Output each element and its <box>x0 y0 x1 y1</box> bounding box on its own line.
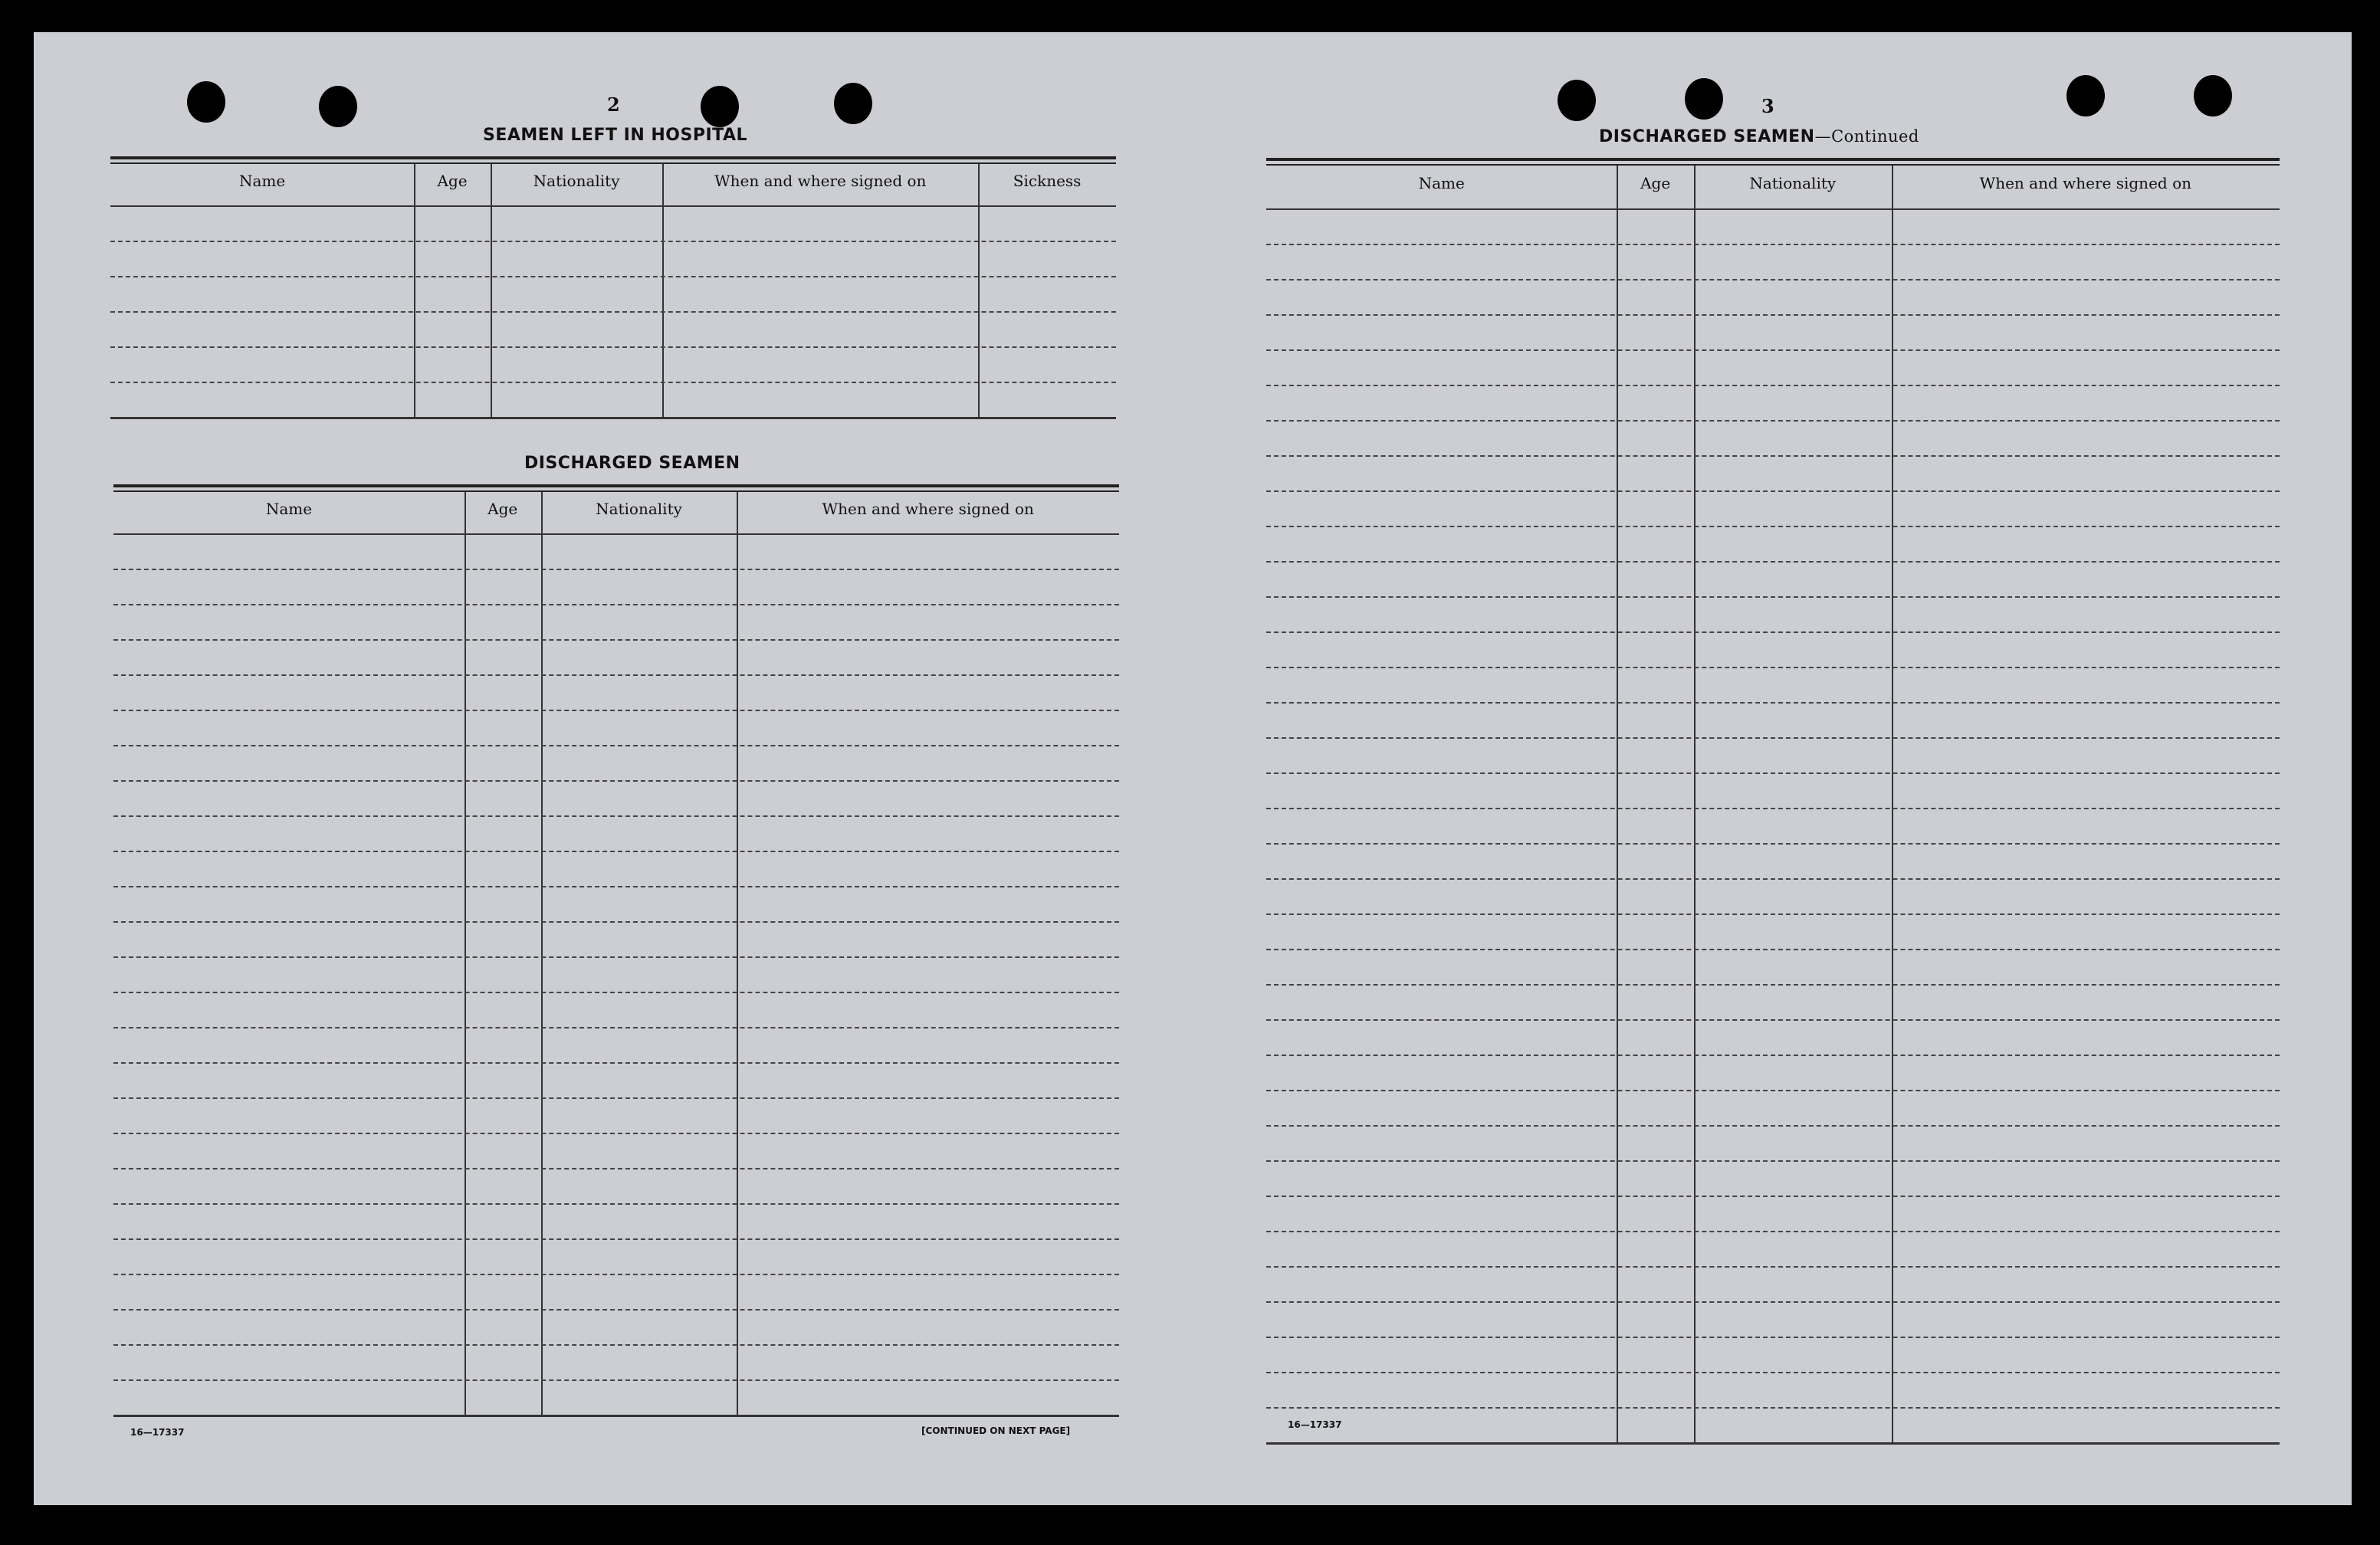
table-row[interactable] <box>113 1238 1119 1240</box>
column-divider <box>414 164 415 417</box>
table-row[interactable] <box>1266 561 2280 563</box>
table-row[interactable] <box>113 992 1119 993</box>
table-row[interactable] <box>110 241 1116 242</box>
table-row[interactable] <box>1266 349 2280 351</box>
table-row[interactable] <box>1266 526 2280 527</box>
column-header-age: Age <box>487 500 518 518</box>
table-row[interactable] <box>1266 385 2280 386</box>
table-row[interactable] <box>1266 490 2280 492</box>
column-header-nationality: Nationality <box>1749 174 1837 192</box>
punch-hole <box>187 81 225 123</box>
table-row[interactable] <box>113 851 1119 852</box>
page-number-left: 2 <box>607 93 620 116</box>
table-row[interactable] <box>113 745 1119 746</box>
column-header-nationality: Nationality <box>596 500 682 518</box>
table-row[interactable] <box>110 382 1116 383</box>
table-bottom-rule <box>110 417 1116 419</box>
column-divider <box>465 492 466 1415</box>
punch-hole <box>319 86 357 127</box>
table-row[interactable] <box>1266 772 2280 774</box>
table-row[interactable] <box>110 346 1116 348</box>
table-row[interactable] <box>1266 737 2280 739</box>
discharged-table-right <box>1266 158 2280 1447</box>
column-divider <box>491 164 492 417</box>
table-row[interactable] <box>1266 914 2280 915</box>
table-row[interactable] <box>113 921 1119 923</box>
form-code-left: 16—17337 <box>130 1427 185 1438</box>
table-row[interactable] <box>1266 878 2280 880</box>
table-row[interactable] <box>1266 420 2280 422</box>
punch-hole <box>1685 78 1723 120</box>
header-rule <box>113 533 1119 535</box>
discharged-continued-title-text: DISCHARGED SEAMEN <box>1599 127 1815 146</box>
table-row[interactable] <box>1266 314 2280 316</box>
table-row[interactable] <box>113 674 1119 676</box>
column-divider <box>541 492 543 1415</box>
continued-suffix: —Continued <box>1814 127 1919 146</box>
column-header-age: Age <box>1640 174 1671 192</box>
table-row[interactable] <box>1266 1372 2280 1373</box>
punch-hole <box>2066 75 2105 116</box>
table-row[interactable] <box>1266 596 2280 598</box>
table-top-rule <box>113 490 1119 492</box>
column-header-when-and-where-signed-on: When and where signed on <box>714 172 927 190</box>
table-top-rule <box>110 162 1116 164</box>
table-row[interactable] <box>1266 279 2280 280</box>
table-top-rule <box>1266 158 2280 161</box>
table-row[interactable] <box>113 1309 1119 1310</box>
table-row[interactable] <box>1266 808 2280 809</box>
table-row[interactable] <box>1266 1407 2280 1409</box>
column-header-nationality: Nationality <box>533 172 620 190</box>
discharged-table-left <box>113 484 1119 1452</box>
table-row[interactable] <box>1266 1337 2280 1338</box>
table-row[interactable] <box>113 1062 1119 1064</box>
table-row[interactable] <box>1266 1019 2280 1021</box>
form-code-right: 16—17337 <box>1288 1419 1342 1430</box>
table-row[interactable] <box>1266 631 2280 633</box>
table-top-rule <box>113 484 1119 487</box>
table-row[interactable] <box>1266 1301 2280 1303</box>
table-top-rule <box>1266 164 2280 166</box>
punch-hole <box>2194 75 2232 116</box>
table-row[interactable] <box>1266 244 2280 245</box>
column-divider <box>737 492 738 1415</box>
column-header-name: Name <box>1418 174 1465 192</box>
table-row[interactable] <box>1266 1196 2280 1197</box>
table-bottom-rule <box>1266 1442 2280 1445</box>
page-number-right: 3 <box>1761 95 1774 117</box>
table-top-rule <box>110 156 1116 159</box>
table-row[interactable] <box>113 569 1119 570</box>
table-row[interactable] <box>1266 1090 2280 1091</box>
table-row[interactable] <box>113 639 1119 641</box>
header-rule <box>1266 208 2280 210</box>
header-rule <box>110 205 1116 207</box>
table-row[interactable] <box>113 1027 1119 1028</box>
table-row[interactable] <box>1266 1231 2280 1232</box>
punch-hole <box>701 86 739 127</box>
table-row[interactable] <box>113 886 1119 887</box>
column-header-name: Name <box>265 500 313 518</box>
discharged-section-title: DISCHARGED SEAMEN <box>524 454 740 473</box>
table-row[interactable] <box>113 1133 1119 1134</box>
table-row[interactable] <box>1266 1125 2280 1127</box>
table-row[interactable] <box>110 311 1116 313</box>
column-divider <box>1694 166 1696 1442</box>
punch-hole <box>834 83 872 124</box>
table-row[interactable] <box>1266 667 2280 668</box>
table-row[interactable] <box>113 1344 1119 1346</box>
table-row[interactable] <box>113 956 1119 958</box>
column-divider <box>1617 166 1618 1442</box>
table-row[interactable] <box>110 276 1116 277</box>
column-header-when-and-where-signed-on: When and where signed on <box>822 500 1034 518</box>
table-row[interactable] <box>113 815 1119 817</box>
table-row[interactable] <box>113 604 1119 605</box>
column-header-age: Age <box>437 172 468 190</box>
column-header-when-and-where-signed-on: When and where signed on <box>1979 174 2191 192</box>
column-divider <box>1892 166 1893 1442</box>
table-bottom-rule <box>113 1415 1119 1417</box>
table-row[interactable] <box>1266 455 2280 457</box>
column-divider <box>662 164 664 417</box>
table-row[interactable] <box>113 1203 1119 1205</box>
form-sheet <box>34 32 2352 1505</box>
hospital-section-title: SEAMEN LEFT IN HOSPITAL <box>483 126 748 145</box>
table-row[interactable] <box>1266 843 2280 845</box>
table-row[interactable] <box>113 780 1119 782</box>
column-header-sickness: Sickness <box>1013 172 1082 190</box>
table-row[interactable] <box>113 1168 1119 1169</box>
column-header-name: Name <box>238 172 286 190</box>
table-row[interactable] <box>1266 949 2280 950</box>
table-row[interactable] <box>113 1097 1119 1099</box>
table-row[interactable] <box>1266 1266 2280 1268</box>
table-row[interactable] <box>1266 984 2280 986</box>
table-row[interactable] <box>113 1379 1119 1381</box>
table-row[interactable] <box>113 710 1119 711</box>
hospital-table <box>110 156 1116 463</box>
punch-hole <box>1558 80 1596 121</box>
table-row[interactable] <box>113 1274 1119 1275</box>
continued-note: [CONTINUED ON NEXT PAGE] <box>921 1425 1071 1436</box>
column-divider <box>978 164 980 417</box>
table-row[interactable] <box>1266 1160 2280 1162</box>
table-row[interactable] <box>1266 702 2280 704</box>
table-row[interactable] <box>1266 1055 2280 1056</box>
discharged-continued-title <box>1599 127 1919 146</box>
